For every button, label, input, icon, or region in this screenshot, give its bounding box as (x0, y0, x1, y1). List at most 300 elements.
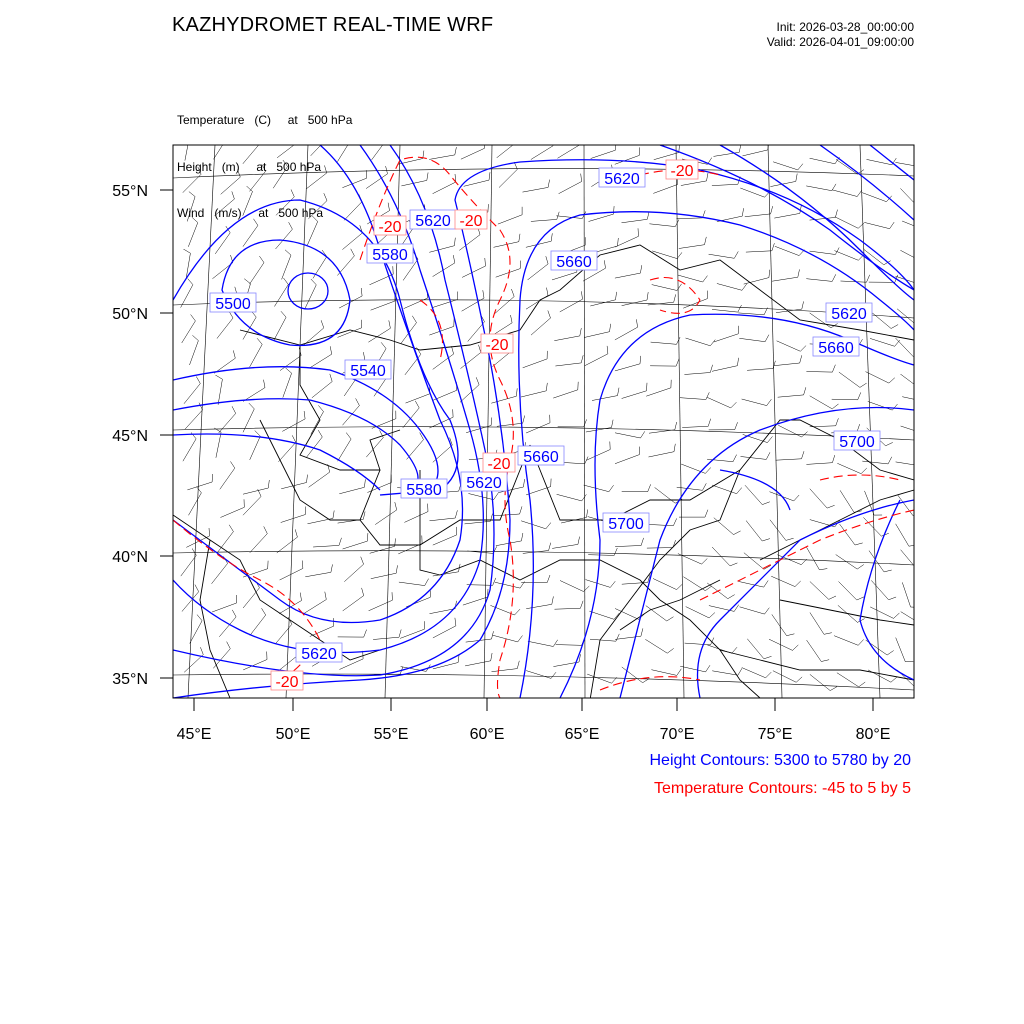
wind-barb (250, 526, 268, 552)
wind-barb (902, 221, 932, 231)
wind-barb (902, 582, 918, 607)
wind-barb (189, 487, 202, 516)
wind-barb (528, 256, 549, 280)
init-time: Init: 2026-03-28_00:00:00 (776, 20, 914, 34)
wind-barb (806, 455, 834, 464)
wind-barb (896, 276, 926, 284)
wind-barb (770, 174, 797, 187)
wind-barb (807, 547, 828, 570)
wind-barb (839, 582, 865, 601)
wind-barb (839, 372, 867, 387)
wind-barb (682, 419, 711, 428)
wind-barb (615, 431, 645, 438)
wind-barb (216, 375, 223, 405)
wind-barb (339, 651, 363, 670)
wind-barb (344, 557, 363, 582)
wind-barb (650, 359, 679, 366)
lat-label: 50°N (112, 306, 148, 323)
temp-label (374, 216, 406, 236)
wind-barb (212, 557, 228, 584)
wind-barb (217, 311, 233, 338)
wind-barb (649, 422, 677, 433)
wind-barb (745, 485, 770, 504)
wind-barb (369, 592, 393, 611)
wind-barb (429, 147, 456, 159)
height-label (461, 472, 507, 492)
lon-label: 50°E (275, 726, 311, 743)
svg-text:5660: 5660 (523, 449, 559, 466)
wind-barb (495, 582, 525, 589)
wind-barb (212, 595, 237, 612)
wind-barb (554, 328, 581, 341)
wind-barb (774, 206, 801, 219)
wind-barb (776, 451, 804, 460)
wind-barb (493, 635, 523, 642)
wind-barb (339, 288, 362, 308)
wind-barb (497, 134, 517, 158)
wind-barb (521, 521, 551, 529)
wind-barb (278, 435, 295, 462)
wind-barb (747, 639, 771, 659)
wind-barb (773, 162, 803, 170)
wind-barb (521, 383, 547, 397)
wind-barb (401, 173, 428, 186)
wind-barb (187, 192, 195, 222)
wind-barb (399, 579, 429, 586)
wind-barb (615, 356, 641, 371)
wind-barb (311, 130, 329, 156)
wind-barb (305, 564, 332, 576)
wind-barb (709, 251, 739, 258)
wind-barb (404, 504, 428, 523)
wind-barb (717, 208, 744, 221)
wind-barb (870, 607, 899, 619)
wind-barb (462, 258, 485, 277)
wind-barb (310, 346, 332, 368)
lat-label: 40°N (112, 549, 148, 566)
wind-barb (709, 422, 738, 430)
wind-barb (430, 510, 458, 521)
wind-barb (250, 431, 261, 460)
lon-label: 75°E (757, 726, 793, 743)
wind-barb (712, 177, 741, 186)
wind-barb (810, 418, 839, 427)
wind-barb (306, 430, 322, 457)
wind-barb (406, 589, 430, 607)
height-label (518, 446, 564, 466)
wind-barb (686, 338, 716, 346)
wind-barb (744, 270, 770, 284)
wind-barb (769, 639, 798, 650)
height-label (367, 244, 413, 264)
svg-text:5620: 5620 (466, 475, 502, 492)
svg-text:-20: -20 (378, 219, 402, 236)
wind-barb (218, 525, 234, 553)
wind-barb (373, 630, 401, 640)
wind-barb (243, 380, 265, 402)
wind-barb (615, 538, 644, 547)
temperature-labels (271, 160, 698, 691)
temp-label (455, 210, 487, 230)
wind-barb (182, 585, 199, 612)
wind-barb (590, 634, 619, 641)
wind-barb (810, 489, 835, 508)
lon-label: 60°E (469, 726, 505, 743)
wind-barb (407, 433, 424, 460)
lat-label: 35°N (112, 671, 148, 688)
height-label (401, 479, 447, 499)
wind-barb (556, 638, 585, 645)
wind-barb (372, 132, 388, 160)
wind-barb (403, 401, 420, 428)
wind-barb (215, 191, 235, 215)
wind-barb (832, 392, 861, 399)
wind-barb (746, 243, 775, 252)
wind-barb (338, 320, 362, 338)
wind-barb (646, 606, 674, 621)
wind-barb (306, 165, 327, 189)
wind-barb (615, 265, 642, 278)
wind-barb (184, 647, 203, 672)
wind-barb (778, 425, 807, 437)
wind-barb (283, 368, 292, 398)
temp-label (481, 334, 513, 354)
height-label (345, 360, 391, 380)
wind-barb (406, 386, 430, 403)
lat-label: 45°N (112, 428, 148, 445)
wind-barb (304, 592, 326, 614)
wind-barb (220, 499, 244, 517)
wind-barb (182, 315, 196, 344)
wind-barb (680, 665, 710, 672)
svg-text:5660: 5660 (818, 340, 854, 357)
wind-barb (712, 358, 739, 372)
wind-barb (558, 137, 580, 158)
wind-barb (187, 474, 212, 490)
wind-barb (684, 365, 712, 375)
wind-barb (433, 618, 456, 638)
wind-barb (183, 131, 190, 161)
lon-label: 45°E (176, 726, 212, 743)
wind-barb (864, 222, 894, 229)
wind-barb (375, 502, 397, 524)
wind-barb (810, 582, 836, 600)
wind-barb (807, 640, 830, 661)
wind-barb (652, 284, 682, 291)
wind-barb (901, 550, 925, 570)
wind-barb (586, 420, 613, 432)
wind-barb (526, 479, 551, 495)
wind-barb (465, 514, 493, 524)
wind-barb (679, 237, 707, 249)
wind-barb (832, 190, 862, 197)
wind-barb (649, 220, 679, 227)
wind-barb (586, 580, 616, 588)
height-label (834, 431, 880, 451)
wind-barb (745, 206, 773, 217)
wind-barb (243, 137, 260, 164)
wind-barb (680, 392, 709, 399)
wind-barb (870, 338, 900, 346)
wind-barb (494, 506, 522, 515)
wind-barb (806, 184, 836, 191)
wind-barb (339, 479, 365, 494)
wind-barb (646, 380, 671, 396)
temp-label (666, 160, 698, 180)
svg-text:-20: -20 (485, 337, 509, 354)
svg-text:5620: 5620 (301, 646, 337, 663)
wind-barb (840, 524, 863, 545)
wind-barb (772, 614, 795, 635)
wind-barb (183, 167, 201, 193)
map-content (173, 130, 932, 700)
wind-barb (523, 351, 548, 368)
wind-barb (584, 324, 611, 338)
wind-barb (678, 275, 708, 282)
wind-barb (589, 611, 619, 619)
wind-barb (243, 311, 256, 340)
height-label (296, 643, 342, 663)
wind-barb (810, 613, 832, 635)
temp-label (483, 453, 515, 473)
wind-barb (555, 355, 583, 366)
svg-text:5580: 5580 (406, 482, 442, 499)
wind-barb (220, 461, 235, 489)
wind-barb (615, 447, 640, 464)
wind-barb (214, 428, 221, 458)
wind-barb (712, 668, 742, 675)
wind-barb (312, 374, 332, 398)
lon-labels (177, 726, 891, 743)
wind-barb (371, 565, 398, 578)
wind-barb (622, 383, 647, 399)
wind-barb (190, 335, 199, 365)
wind-barb (871, 580, 896, 599)
wind-barb (740, 607, 770, 614)
wind-barb (492, 661, 520, 672)
wind-barb (526, 288, 548, 310)
lon-label: 70°E (659, 726, 695, 743)
wind-barb (834, 251, 864, 261)
wind-barb (772, 269, 799, 281)
wind-barb (837, 463, 867, 473)
wind-barb (305, 279, 316, 308)
wind-barb (313, 538, 341, 547)
wind-barb (250, 256, 265, 284)
wind-barb (274, 311, 286, 340)
wind-barb (371, 293, 395, 310)
wind-barb (685, 638, 714, 645)
wind-barb (557, 494, 587, 501)
wind-barb (866, 372, 895, 384)
wind-barb (275, 617, 292, 644)
valid-time: Valid: 2026-04-01_09:00:00 (766, 35, 914, 49)
wind-barb (585, 346, 608, 366)
wind-barb (837, 673, 865, 687)
wind-barb (243, 219, 258, 247)
lon-label: 65°E (564, 726, 600, 743)
wind-barb (370, 538, 396, 553)
wind-barb (526, 671, 556, 679)
svg-text:5700: 5700 (839, 434, 875, 451)
wind-barb (647, 540, 676, 548)
wind-barb (461, 140, 485, 159)
wind-barb (343, 533, 368, 549)
wind-barb (712, 485, 742, 494)
wind-barb (622, 212, 650, 223)
svg-text:5500: 5500 (215, 296, 251, 313)
wind-barb (739, 335, 769, 342)
wind-barb (400, 621, 424, 638)
wind-barb (770, 520, 794, 541)
wind-barb (243, 186, 253, 216)
height-label (551, 251, 597, 271)
wind-barb (900, 250, 929, 262)
svg-text:5700: 5700 (608, 516, 644, 533)
height-contour-legend: Height Contours: 5300 to 5780 by 20 (649, 752, 911, 769)
wind-barb (338, 630, 367, 638)
wind-barb (810, 520, 840, 527)
lon-label: 55°E (373, 726, 409, 743)
wind-barb (495, 289, 515, 314)
wind-barb (810, 674, 837, 690)
wind-barb (553, 382, 578, 398)
svg-text:5620: 5620 (604, 171, 640, 188)
height-label (410, 210, 456, 230)
wind-barb (622, 484, 651, 491)
wind-barb (311, 405, 324, 434)
wind-barb (714, 518, 741, 535)
wind-barb (707, 645, 737, 653)
wind-barb (561, 510, 588, 524)
wind-barb (714, 326, 739, 342)
wind-barb (647, 518, 676, 525)
wind-barb (338, 433, 352, 462)
wind-barb (526, 415, 550, 433)
svg-text:5540: 5540 (350, 363, 386, 380)
wind-barb (584, 485, 614, 492)
boundaries (173, 245, 914, 700)
wind-barb (276, 222, 293, 249)
field-wind: Wind (m/s) at 500 hPa (177, 206, 324, 220)
wind-barb (707, 583, 735, 599)
wind-barb (707, 397, 737, 408)
wind-barb (742, 399, 772, 406)
wind-barb (274, 278, 288, 307)
wind-barb (653, 579, 682, 590)
wind-barb (498, 207, 522, 224)
lat-label: 55°N (112, 183, 148, 200)
wind-barb (531, 138, 553, 160)
wind-barb (686, 607, 715, 618)
svg-text:-20: -20 (459, 213, 483, 230)
wind-barb (615, 228, 639, 247)
wind-barb (531, 212, 559, 222)
wind-barb (307, 216, 317, 246)
wind-barb (902, 396, 932, 403)
wind-barb (741, 452, 771, 459)
wind-barb (806, 274, 836, 281)
map-title: KAZHYDROMET REAL-TIME WRF (172, 14, 494, 36)
temp-label (271, 671, 303, 691)
wind-barb (184, 377, 200, 404)
svg-text:5580: 5580 (372, 247, 408, 264)
wind-barb (896, 459, 926, 466)
temperature-contour-legend: Temperature Contours: -45 to 5 by 5 (653, 780, 911, 797)
height-label (599, 168, 645, 188)
wind-barb (587, 674, 617, 683)
wind-barb (900, 188, 925, 207)
wind-barb (250, 164, 266, 191)
wind-barb (468, 493, 498, 500)
wind-barb (343, 398, 360, 425)
wind-barb (429, 318, 454, 335)
wind-barb (277, 529, 298, 553)
wind-barb (679, 510, 708, 517)
wind-barb (528, 640, 558, 647)
wind-barb (308, 511, 335, 524)
wind-barb (871, 312, 898, 329)
wind-barb (282, 411, 305, 431)
wind-barb (806, 365, 835, 372)
wind-barb (558, 419, 587, 427)
wind-barb (742, 668, 772, 678)
wind-barb (590, 292, 616, 306)
wind-barb (774, 355, 802, 365)
wind-barb (523, 180, 550, 193)
wind-barb (771, 576, 801, 586)
wind-barb (430, 601, 457, 614)
wind-barb (429, 238, 455, 253)
wind-barb (282, 250, 291, 280)
wind-barb (587, 442, 611, 461)
wind-barb (747, 361, 775, 371)
wind-barb (342, 170, 366, 188)
svg-text:-20: -20 (487, 456, 511, 473)
wind-barb (494, 234, 521, 248)
lat-ticks (160, 190, 173, 678)
wind-barb (896, 638, 914, 662)
wind-barb (655, 487, 683, 503)
wind-barb (615, 319, 638, 340)
wind-barb (897, 495, 920, 516)
height-label (813, 337, 859, 357)
wind-barb (901, 426, 931, 434)
wind-barb (309, 464, 330, 487)
field-height: Height (m) at 500 hPa (177, 159, 322, 174)
wind-barb (867, 158, 897, 165)
field-temperature: Temperature (C) at 500 hPa (177, 113, 353, 127)
svg-text:-20: -20 (275, 674, 299, 691)
wind-barb (462, 290, 484, 311)
wind-barb (868, 401, 898, 410)
wind-barb (526, 596, 553, 608)
wind-barb (555, 601, 584, 609)
wind-barb (649, 444, 676, 457)
wind-barb (775, 246, 805, 255)
wind-barb (277, 135, 298, 158)
wind-barb (746, 521, 770, 541)
wind-barb (188, 217, 198, 247)
wind-barb (526, 233, 552, 247)
wind-barb (777, 341, 806, 352)
wind-barb (250, 338, 263, 367)
wind-barb (552, 537, 579, 549)
wind-barb (521, 575, 550, 583)
wind-barb (433, 174, 456, 194)
wind-barb (496, 261, 521, 278)
height-label (210, 293, 256, 313)
